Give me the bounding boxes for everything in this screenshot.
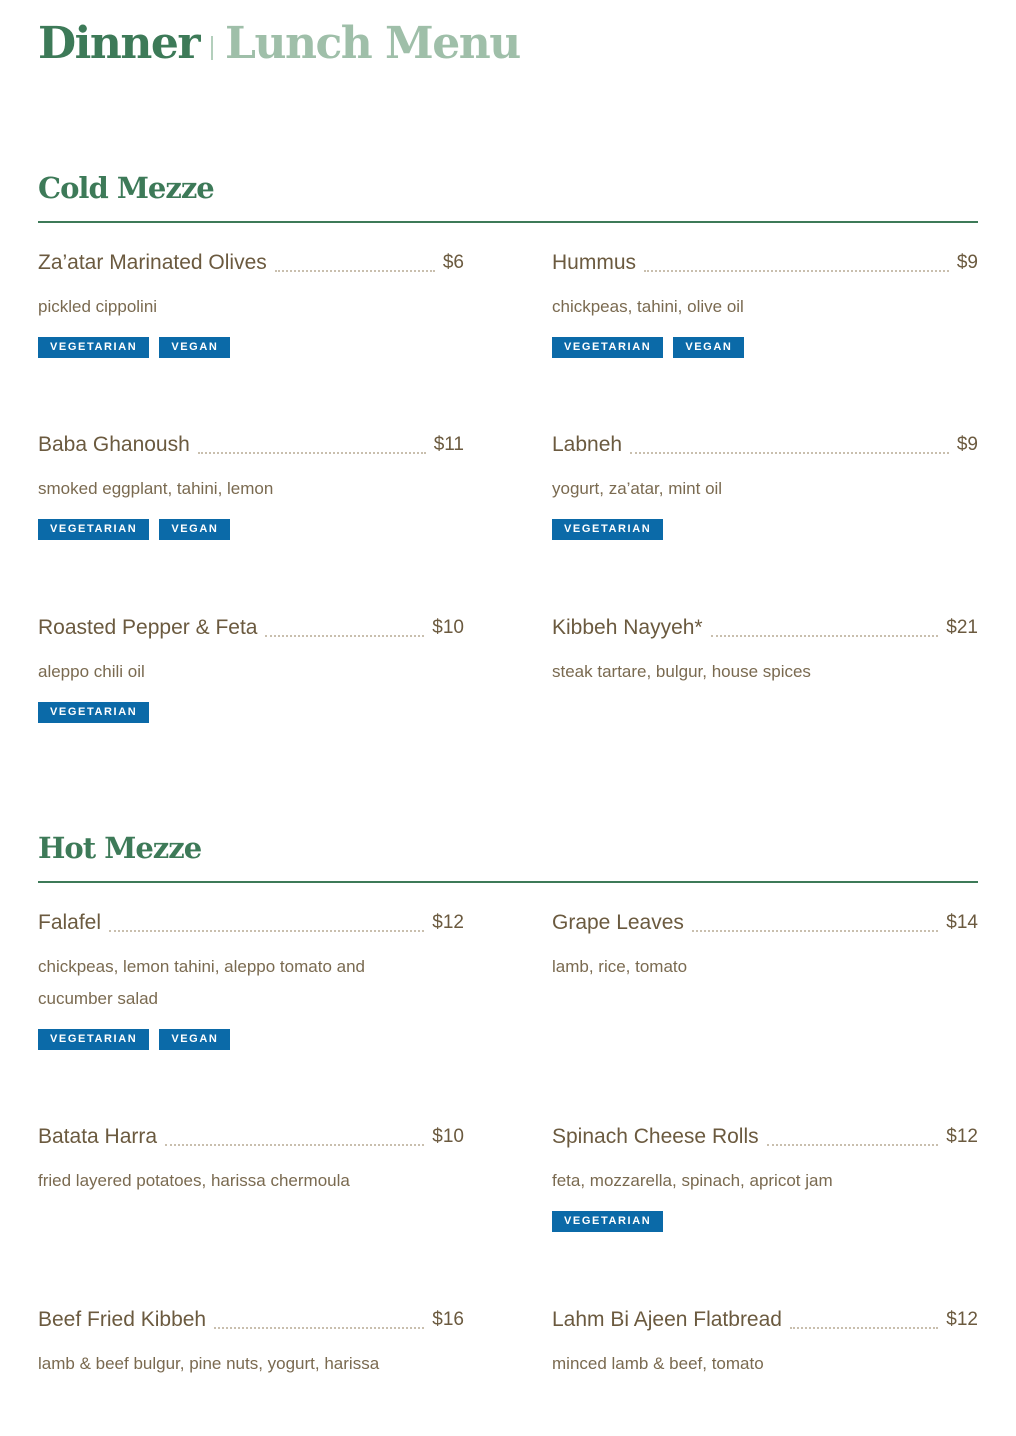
vegetarian-badge: VEGETARIAN xyxy=(38,1029,149,1050)
vegan-badge: VEGAN xyxy=(673,337,744,358)
dot-leader xyxy=(644,269,949,272)
menu-item xyxy=(552,909,978,983)
tab-dinner[interactable]: Dinner xyxy=(38,18,200,69)
diet-tags xyxy=(552,519,978,540)
item-description: chickpeas, tahini, olive oil xyxy=(552,297,744,316)
menu-item xyxy=(38,1306,464,1380)
vegetarian-badge: VEGETARIAN xyxy=(552,337,663,358)
item-price: $12 xyxy=(432,912,464,933)
dot-leader xyxy=(109,929,424,932)
section-heading: Hot Mezze xyxy=(38,831,202,865)
vegetarian-badge: VEGETARIAN xyxy=(552,519,663,540)
dot-leader xyxy=(790,1326,938,1329)
tab-lunch-menu[interactable]: Lunch Menu xyxy=(225,18,520,69)
dot-leader xyxy=(265,634,424,637)
dot-leader xyxy=(767,1143,939,1146)
vegetarian-badge: VEGETARIAN xyxy=(38,337,149,358)
diet-tags xyxy=(38,337,464,358)
item-name: Kibbeh Nayyeh* xyxy=(552,616,703,639)
tab-separator xyxy=(211,36,213,60)
item-price: $11 xyxy=(433,434,464,455)
dot-leader xyxy=(275,269,435,272)
dot-leader xyxy=(630,451,949,454)
menu-item xyxy=(38,249,464,358)
item-name: Baba Ghanoush xyxy=(38,433,190,456)
item-name: Labneh xyxy=(552,433,623,456)
item-price: $6 xyxy=(442,252,464,273)
diet-tags xyxy=(38,702,464,723)
item-name: Batata Harra xyxy=(38,1125,158,1148)
dot-leader xyxy=(165,1143,424,1146)
item-description: fried layered potatoes, harissa chermoula xyxy=(38,1171,350,1190)
item-name: Za’atar Marinated Olives xyxy=(38,251,267,274)
dot-leader xyxy=(692,929,938,932)
diet-tags xyxy=(38,1029,464,1050)
menu-item xyxy=(38,909,464,1050)
item-name: Lahm Bi Ajeen Flatbread xyxy=(552,1308,782,1331)
item-price: $12 xyxy=(946,1309,978,1330)
item-name: Hummus xyxy=(552,251,637,274)
menu-item xyxy=(552,431,978,540)
item-description: steak tartare, bulgur, house spices xyxy=(552,662,811,681)
item-price: $16 xyxy=(432,1309,464,1330)
item-price: $14 xyxy=(946,912,978,933)
menu-tabs xyxy=(38,18,520,78)
item-price: $21 xyxy=(946,617,978,638)
item-name: Falafel xyxy=(38,911,102,934)
item-price: $10 xyxy=(432,617,464,638)
dot-leader xyxy=(198,451,426,454)
vegan-badge: VEGAN xyxy=(159,337,230,358)
vegetarian-badge: VEGETARIAN xyxy=(38,702,149,723)
item-price: $9 xyxy=(956,252,978,273)
section-hot-mezze xyxy=(38,828,978,1373)
item-name: Beef Fried Kibbeh xyxy=(38,1308,207,1331)
item-description: aleppo chili oil xyxy=(38,662,145,681)
dot-leader xyxy=(711,634,939,637)
item-description: yogurt, za’atar, mint oil xyxy=(552,479,723,498)
item-description: chickpeas, lemon tahini, aleppo tomato and cucumber salad xyxy=(38,957,365,1008)
section-cold-mezze xyxy=(38,168,978,718)
diet-tags xyxy=(552,1211,978,1232)
diet-tags xyxy=(552,337,978,358)
item-description: minced lamb & beef, tomato xyxy=(552,1354,764,1373)
item-name: Spinach Cheese Rolls xyxy=(552,1125,759,1148)
menu-item xyxy=(552,1123,978,1232)
item-price: $10 xyxy=(432,1126,464,1147)
vegetarian-badge: VEGETARIAN xyxy=(38,519,149,540)
diet-tags xyxy=(38,519,464,540)
menu-item xyxy=(552,1306,978,1380)
item-price: $12 xyxy=(946,1126,978,1147)
menu-item xyxy=(38,431,464,540)
item-description: lamb, rice, tomato xyxy=(552,957,688,976)
item-description: smoked eggplant, tahini, lemon xyxy=(38,479,274,498)
item-description: lamb & beef bulgur, pine nuts, yogurt, harissa xyxy=(38,1354,380,1373)
item-price: $9 xyxy=(956,434,978,455)
section-heading: Cold Mezze xyxy=(38,171,214,205)
section-divider xyxy=(38,221,978,223)
item-name: Roasted Pepper & Feta xyxy=(38,616,258,639)
item-description: pickled cippolini xyxy=(38,297,158,316)
vegetarian-badge: VEGETARIAN xyxy=(552,1211,663,1232)
item-name: Grape Leaves xyxy=(552,911,684,934)
menu-item xyxy=(38,614,464,723)
vegan-badge: VEGAN xyxy=(159,1029,230,1050)
vegan-badge: VEGAN xyxy=(159,519,230,540)
dot-leader xyxy=(214,1326,424,1329)
menu-item xyxy=(38,1123,464,1197)
menu-item xyxy=(552,614,978,688)
section-divider xyxy=(38,881,978,883)
menu-item xyxy=(552,249,978,358)
item-description: feta, mozzarella, spinach, apricot jam xyxy=(552,1171,833,1190)
